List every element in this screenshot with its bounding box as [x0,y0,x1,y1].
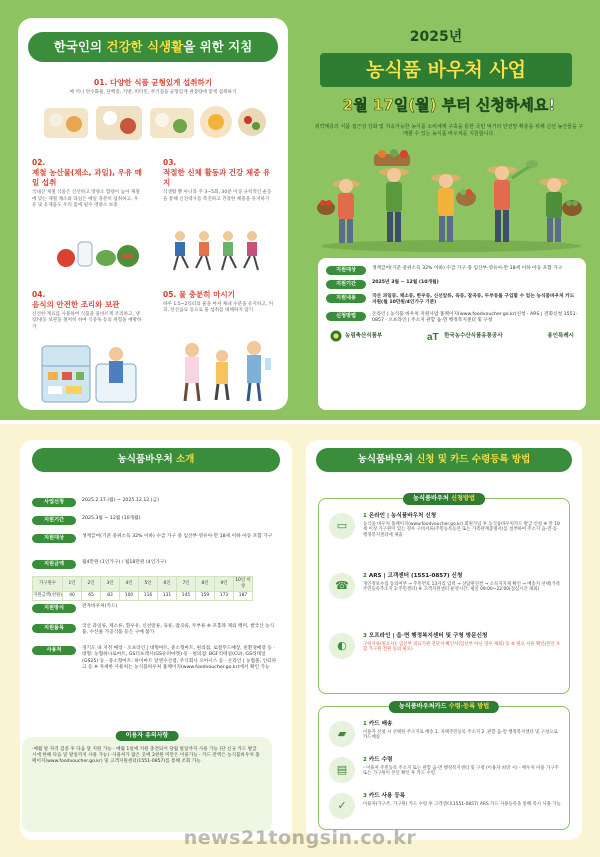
watermark: news21tongsin.co.kr [183,827,417,849]
program-info-card [318,258,586,410]
diet-guide-title: 한국인의 건강한 식생활을 위한 지침 [28,32,278,62]
farmers-illustration [316,148,586,252]
intro-row-stores: 사용처 경기도 내 지정 매장 · 오프라인 | 대형마트, 중소형마트, 편의점, 로컬푸드매장, 친환경매장 등 · 대형: 농협하나로마트, GS더프레시(GS슈퍼마켓) 등 · 편의점: BGF리테일(CU), GS리테일(GS25) 등 · 중소형마트: 하이마트 알앤수산점, 주식회사 오아시스 등 · 온라인 | 농협몰, 인터파크 등 ※ 자세한 사용처는 농식품바우처 홈페이지(www.foodvoucher.go.kr)에서 확인 가능 [32,646,278,671]
amount-cell: 83 [101,591,120,600]
amount-cell: 6인 [158,577,177,592]
amount-cell: 4인 [120,577,139,592]
phone-icon: ☎ [329,573,355,599]
truck-icon: ▰ [329,721,355,747]
svg-text:aT: aT [427,332,439,343]
info-row: 지원내용 국산 과일류, 채소류, 한우류, 신선알류, 육류, 잡곡류, 두부류를 구입할 수 있는 농식품바우처 카드 지원(월 10만원/4인가구 기준) [326,294,578,307]
at-emblem-icon [427,330,441,342]
amount-cell: 159 [196,591,215,600]
intro-row-method: 지원방식 전자바우처(카드) [32,604,278,613]
info-row: 신청방법 온라인 | 농식품 바우처 지원사업 홈페이지(www.foodvoucher.go.kr)신청 · ARS | 전화신청 1551-0857 · 오프라인 | 주소지 관할 읍·면 행정복지센터 및 구청 [326,312,578,325]
amount-cell: 8인 [196,577,215,592]
produce-illustration [56,236,146,270]
info-row: 지원대상 생계급여(기준 중위소득 32% 이하) 수급 가구 중 임산부·영유아·만 18세 이하 아동 포함 가구 [326,266,578,275]
ministry-logo: 농림축산식품부 [330,330,382,342]
apply-step-offline: ◐ 3 오프라인 | 읍·면 행정복지센터 및 구청 방문신청 구비서류(필요시): 임신부 의료기관 진단서·확인서(임신부 아닌 경우 제외) 등 ※ 필요 서류 확인(본인 포함 가구원 전원 동의 필요) [329,633,561,659]
apply-step-online: ▭ 1 온라인 | 농식품바우처 신청 농식품 바우처 홈페이지(www.foodvoucher.go.kr) 회원가입 후 농식품바우처카드 발급 신청 ※ 만 19세 이상 가구원이 있는 경우 구비서류(주민등록등본 또는 가족관계증명서)를 첨부하여 주소지 읍·면·동 행정복지센터에 제출 [329,513,561,539]
amount-cell: 7인 [177,577,196,592]
amount-cell: 9인 [215,577,234,592]
amount-cell: 5인 [139,577,158,592]
amount-table [32,576,253,601]
guide-item-3: 03. 적절한 신체 활동과 건강 체중 유지 식생활 뿐 아니라 주 3~5회, 30분 이상 규칙적인 운동을 통해 신진대사를 촉진하고 건강한 체중을 유지하기 [163,158,272,202]
amount-cell: 10인 이상 [234,577,253,592]
amount-cell: 40 [63,591,82,600]
caution-box: 이용자 유의사항 ·매월 말 자격 검증 후 다음 달 지원 가능 · 매월 1일에 지원 충전되어 당월 말일까지 사용 가능 (단 신규 카드 발급 시에 한해 다음 달 말일까지 사용 가능) ·사용처가 많은 곳에 3천원 미만은 이용가능 · 카드 잔액은 농식품바우처 홈페이지(www.foodvoucher.go.kr) 및 고객지원센터(1551-0857)를 통해 조회 가능 [22,737,272,832]
sponsor-logos [326,330,578,342]
guide-item-1: 01. 다양한 식품 균형있게 섭취하기 매 끼니 탄수화물, 단백질, 지방, 비타민, 무기질을 균형있게 권장량에 맞게 섭취하기 [69,78,237,96]
card-steps-title: 농식품바우처카드 수령·등록 방법 [389,701,499,713]
apply-steps-box [318,495,570,694]
headset-icon: ◐ [329,633,355,659]
program-intro: 취약계층의 식품 접근성 강화 및 지속가능한 농식품 소비체계 구축을 통한 국민 먹거리 안전망 확충을 위해 신선 농산물을 구매할 수 있는 농식품 바우처를 지원합니다. [314,124,584,137]
amount-cell: 1인 [63,577,82,592]
card-step-register: ✓ 3 카드 사용 등록 이용자(가구주, 가구원) 카드 수령 후 고객센터(1551-0857) ARS 카드 사용등록을 통해 즉시 사용 가능 [329,793,561,819]
ministry-emblem-icon [330,330,342,342]
diet-guide-card [18,18,288,410]
guide-item-2: 02. 제철 농산물(채소, 과일), 우유 매일 섭취 국내산 제철 식품은 신선하고 영양소 함량이 높아 제철에 맞는 제철 채소와 과일은 매일 충분히 섭취하고, 우유 및 유제품도 우리 몸에 필수 영양소 보충 [32,158,142,208]
guide-item-4: 04. 음식의 안전한 조리와 보관 신선한 재료를 사용하여 식품을 올바르게 조리하고, 냉장/냉동 보관을 철저히 하여 식중독 등의 위험을 예방하기 [32,290,142,330]
year-badge: 2025년 [409,29,463,45]
amount-cell: 116 [139,591,158,600]
amount-cell: 지원금액(천원) [33,591,63,600]
fridge-illustration [38,344,148,404]
card-step-delivery: ▰ 1 카드 배송 이용자 신청 시 선택한 주소지로 배송 1. 자택주민등록 주소지 2. 관할 읍·면 행정복지센터 및 구청으로 카드배송 [329,721,561,747]
computer-icon: ▭ [329,513,355,539]
amount-cell: 100 [120,591,139,600]
apply-date-headline: 2월 17일(월) 부터 신청하세요! [342,96,556,114]
card-icon: ▤ [329,757,355,783]
balanced-meal-illustration [40,102,268,150]
at-logo: aT 한국농수산식품유통공사 [427,332,503,343]
card-register-icon: ✓ [329,793,355,819]
apply-method-title: 농식품바우처 신청 및 카드 수령등록 방법 [316,448,572,472]
yongin-logo: 용인특례시 [547,332,574,339]
intro-row-items: 지원품목 국산 과일류, 채소류, 흰우유, 신선알류, 육류, 잡곡류, 두부류 ※ 포홀목 제외 백미, 쌀국산 농식품, 수산물 가공식품 등은 구매 불가 [32,624,278,637]
apply-step-ars: ☎ 2 ARS | 고객센터 (1551-0857) 신청 개인정보수집 동의여부 → 주민번호 13자리 입력 → 상담원연결 → 소득지지제 확인 → 배송지 선택(가족주민등록주소지 2:주민센터) ※ 고객지원센터 운영시간: 평일 09:00~22:00(점심시간 제외) [329,573,561,599]
intro-row-apply-period: 사업신청 2025.2.17.(월) ~ 2025.12.12.(금) [32,498,278,507]
intro-row-target: 지원대상 생계급여(기준 중위소득 32% 이하) 수급 가구 중 임산부·영유아·만 18세 이하 아동 포함 가구 [32,534,278,543]
amount-cell: 131 [158,591,177,600]
amount-cell: 가구원수 [33,577,63,592]
apply-steps-title: 농식품바우처 신청방법 [403,493,485,505]
intro-row-support-period: 지원기간 2025.3월 ~ 12월 (10개월) [32,516,278,525]
exercise-illustration [168,228,278,276]
card-steps-box [318,703,570,830]
guide-item-5: 05. 물 충분히 마시기 하루 1.5~2리터의 물을 마셔 체내 수분을 유지하고, 커피, 탄산음료 등으로 물 섭취를 대체하지 않기 [163,290,274,314]
amount-cell: 173 [215,591,234,600]
amount-cell: 145 [177,591,196,600]
drinking-water-illustration [170,338,276,404]
program-title: 농식품 바우처 사업 [320,53,572,87]
apply-method-panel [306,440,582,840]
card-step-receive: ▤ 2 카드 수령 - 이용자 주민등록 주소지 또는 관할 읍·면 행정복지센터 및 구청 (이용자 희망 시) - 배우처 이용 가구주 또는 가구원이 본인 확인 후 카드 수령 [329,757,561,783]
amount-cell: 3인 [101,577,120,592]
intro-row-amount: 지원금액 월4만원 (1인가구) / 월18만원 (4인가구) [32,560,278,569]
voucher-intro-title: 농식품바우처 소개 [32,448,280,472]
amount-cell: 65 [82,591,101,600]
amount-cell: 187 [234,591,253,600]
amount-cell: 2인 [82,577,101,592]
info-row: 지원기간 2025년 3월 ~ 12월 (10개월) [326,280,578,289]
